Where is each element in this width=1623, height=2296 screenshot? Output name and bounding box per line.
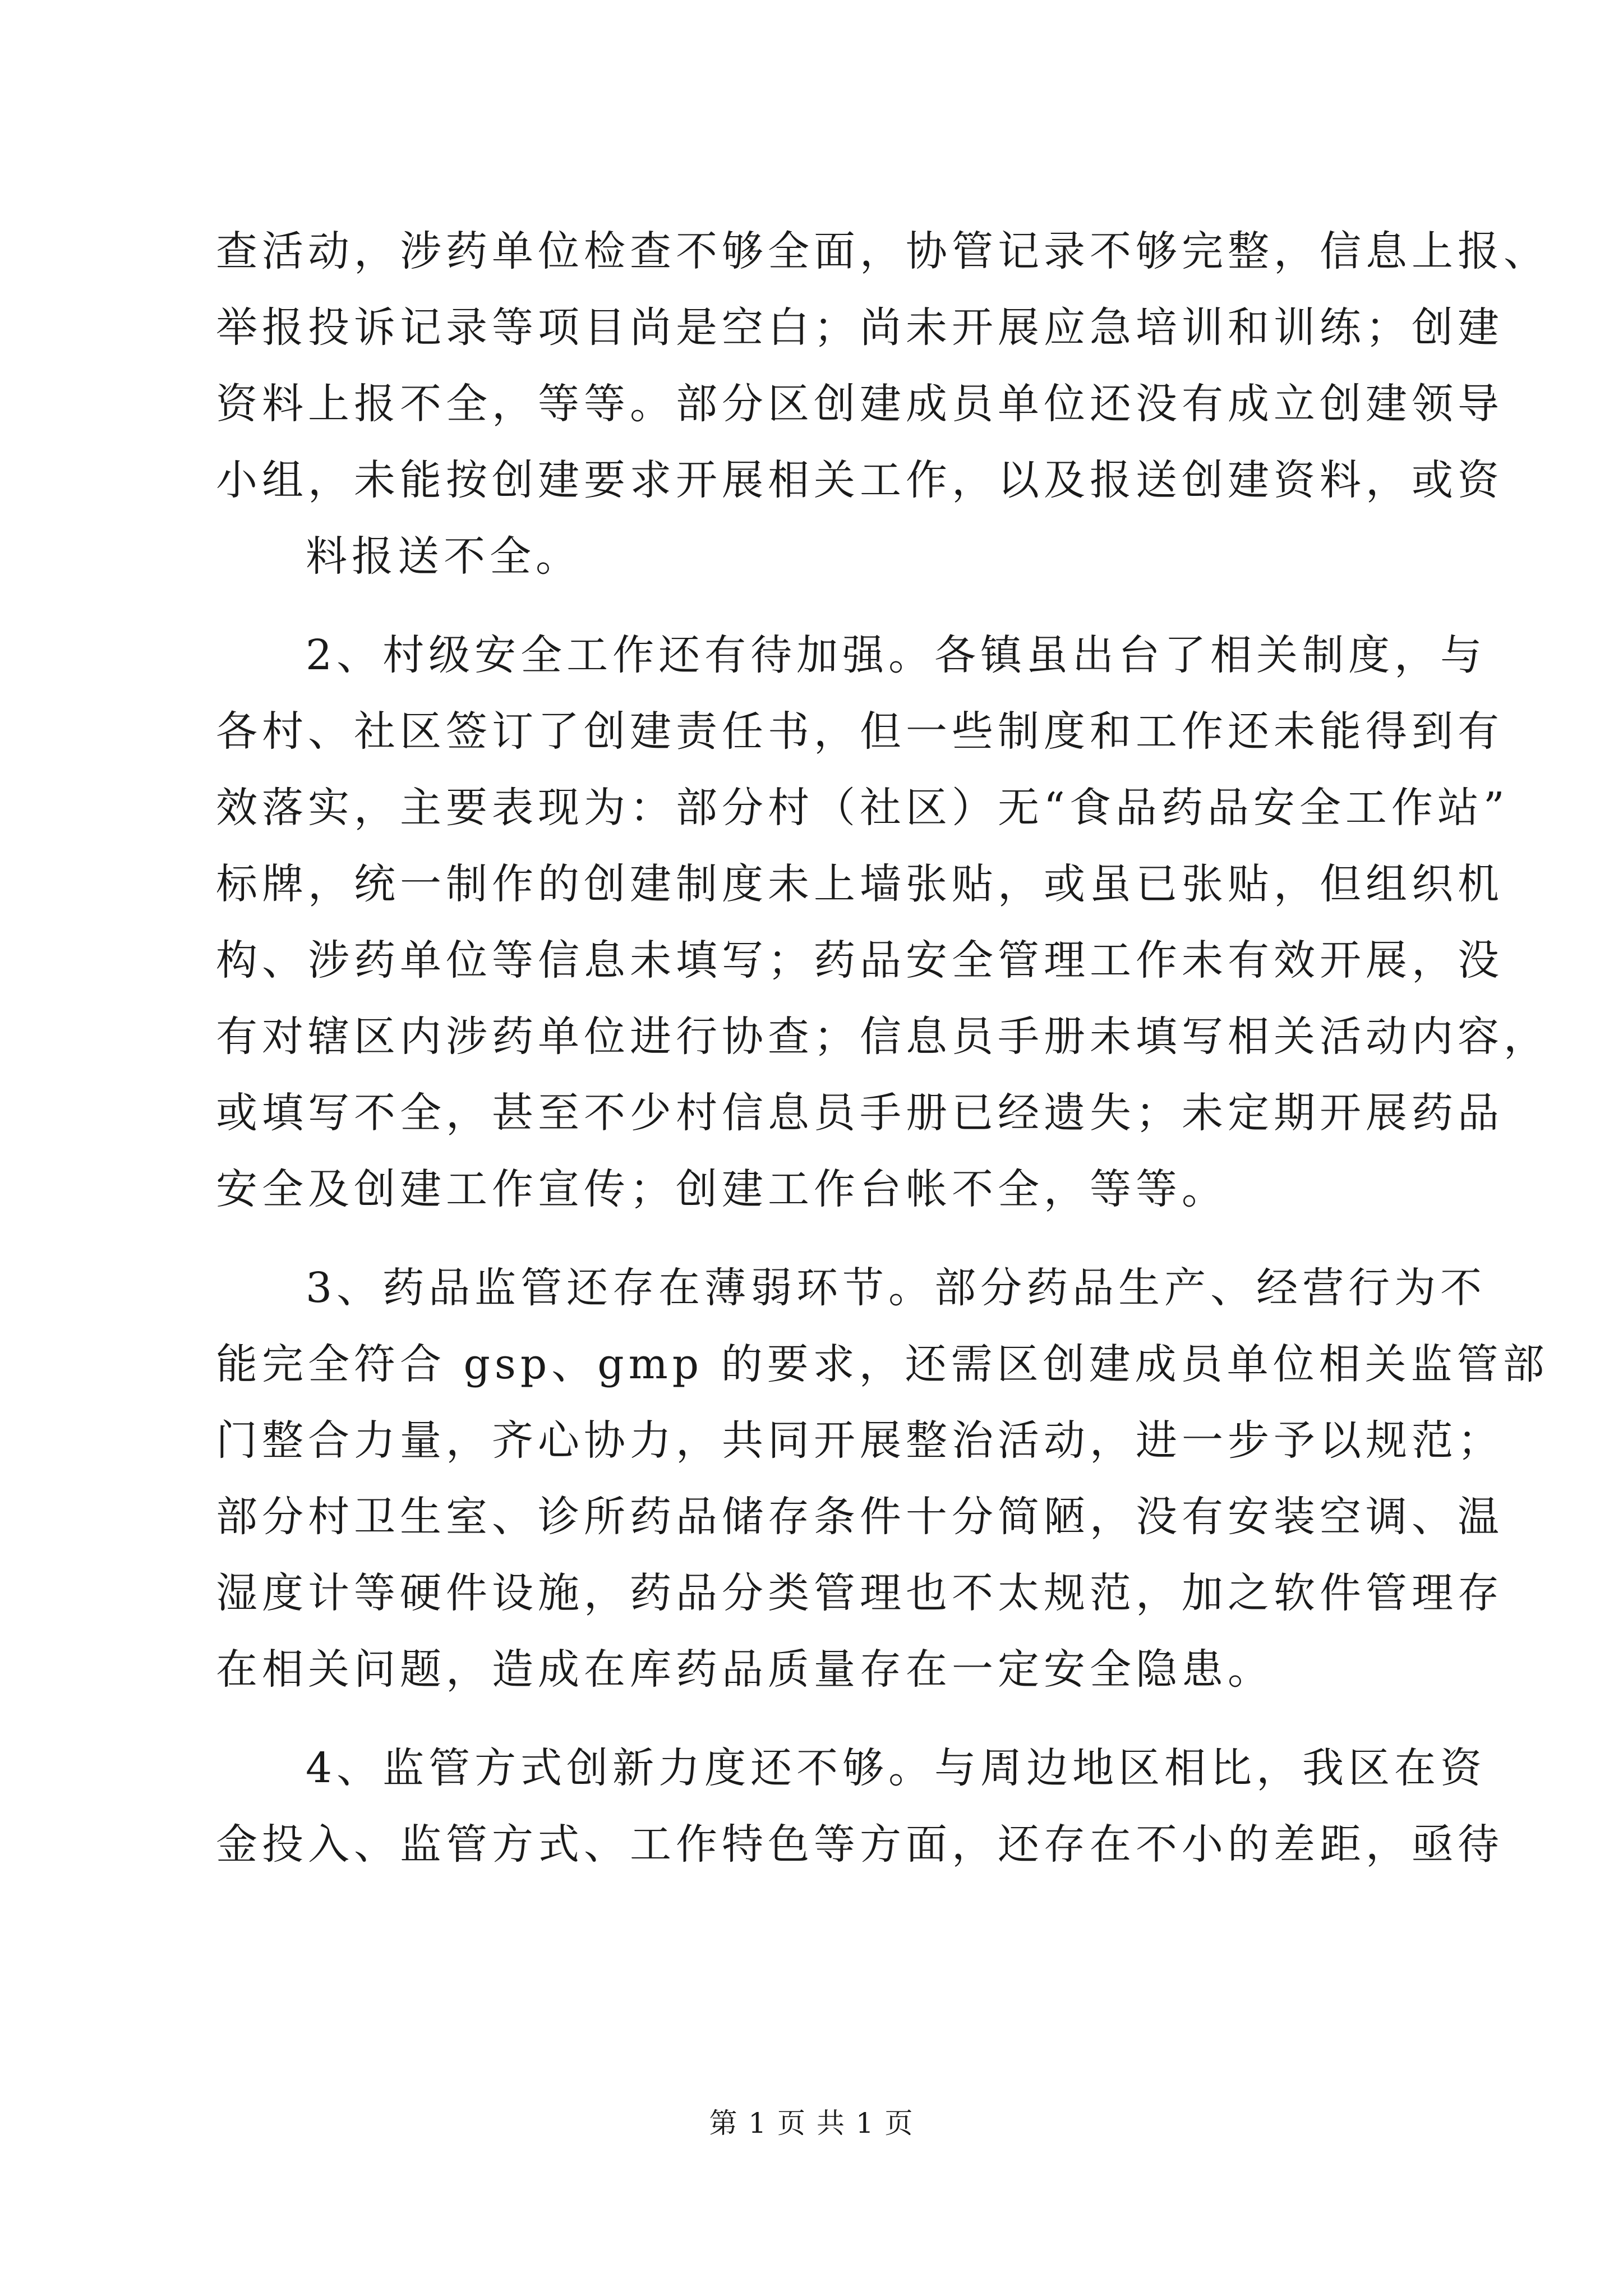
text-line: 能完全符合 gsp、gmp 的要求，还需区创建成员单位相关监管部: [216, 1340, 1549, 1388]
text-line: 各村、社区签订了创建责任书，但一些制度和工作还未能得到有: [216, 707, 1504, 756]
paragraph-item-3: [216, 1250, 1549, 1708]
text-line: 在相关问题，造成在库药品质量存在一定安全隐患。: [216, 1645, 1274, 1694]
text-line: 湿度计等硬件设施，药品分类管理也不太规范，加之软件管理存: [216, 1569, 1504, 1617]
paragraph-continuation: [216, 213, 1550, 595]
text-line: 资料上报不全，等等。部分区创建成员单位还没有成立创建领导: [216, 380, 1504, 428]
page-footer: 第 1 页 共 1 页: [709, 2107, 914, 2139]
text-line: 金投入、监管方式、工作特色等方面，还存在不小的差距，亟待: [216, 1820, 1504, 1869]
text-line: 小组，未能按创建要求开展相关工作，以及报送创建资料，或资: [216, 456, 1504, 504]
text-line: 门整合力量，齐心协力，共同开展整治活动，进一步予以规范；: [216, 1416, 1504, 1465]
paragraph-gap: [216, 1708, 1416, 1730]
text-line: 标牌，统一制作的创建制度未上墙张贴，或虽已张贴，但组织机: [216, 860, 1504, 908]
text-line: 或填写不全，甚至不少村信息员手册已经遗失；未定期开展药品: [216, 1089, 1504, 1137]
text-line: 构、涉药单位等信息未填写；药品安全管理工作未有效开展，没: [216, 936, 1504, 984]
body-text: [216, 213, 1550, 1883]
text-line: 举报投诉记录等项目尚是空白；尚未开展应急培训和训练；创建: [216, 303, 1504, 352]
paragraph-item-2: [216, 617, 1550, 1227]
text-line: 效落实，主要表现为：部分村（社区）无“食品药品安全工作站”: [216, 784, 1509, 832]
text-line: 有对辖区内涉药单位进行协查；信息员手册未填写相关活动内容，: [216, 1013, 1550, 1061]
text-line: 2、村级安全工作还有待加强。各镇虽出台了相关制度，与: [306, 631, 1487, 679]
text-line: 安全及创建工作宣传；创建工作台帐不全，等等。: [216, 1165, 1228, 1213]
text-line: 料报送不全。: [306, 532, 582, 581]
paragraph-gap: [216, 595, 1416, 617]
paragraph-gap: [216, 1227, 1416, 1250]
text-line: 查活动，涉药单位检查不够全面，协管记录不够完整，信息上报、: [216, 227, 1550, 275]
text-line: 4、监管方式创新力度还不够。与周边地区相比，我区在资: [306, 1744, 1487, 1792]
paragraph-item-4: [216, 1730, 1504, 1883]
text-line: 部分村卫生室、诊所药品储存条件十分简陋，没有安装空调、温: [216, 1493, 1504, 1541]
text-line: 3、药品监管还存在薄弱环节。部分药品生产、经营行为不: [306, 1264, 1487, 1312]
